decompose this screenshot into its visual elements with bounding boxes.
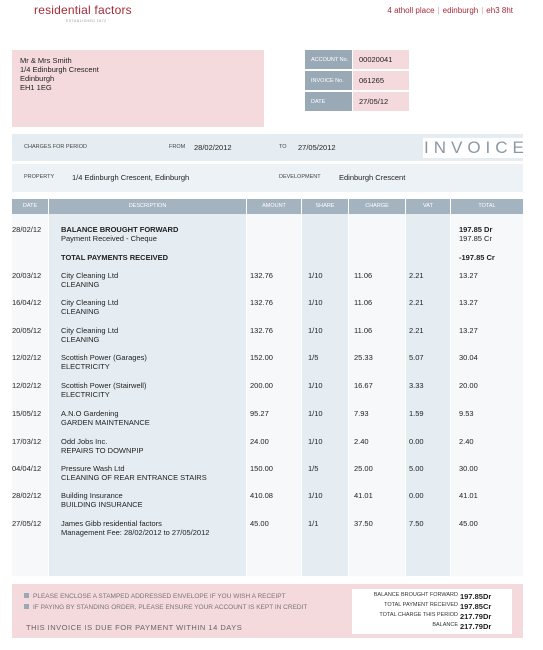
brand-logo-text: residential factors (34, 3, 132, 17)
summary-row (352, 622, 512, 631)
row-date: 12/02/12 (12, 381, 42, 390)
summary-value: 217.79Dr (460, 622, 492, 631)
row-date: 27/05/12 (12, 519, 42, 528)
date-label: DATE (305, 92, 353, 111)
footer-note-receipt-text: PLEASE ENCLOSE A STAMPED ADDRESSED ENVELOPE IF YOU WISH A RECEIPT (33, 593, 286, 600)
footer-note-standing-order-text: IF PAYING BY STANDING ORDER, PLEASE ENSURE YOUR ACCOUNT IS KEPT IN CREDIT (33, 604, 308, 611)
row-share: 1/10 (308, 326, 323, 335)
bf-title: BALANCE BROUGHT FORWARD (61, 225, 179, 234)
invoice-number-label: INVOICE No. (305, 71, 353, 90)
brand-subtitle: ESTABLISHED 1872 (66, 19, 107, 23)
row-date: 16/04/12 (12, 298, 42, 307)
invoice-number-row (305, 71, 409, 90)
row-supplier: City Cleaning Ltd (61, 271, 119, 280)
payments-title: TOTAL PAYMENTS RECEIVED (61, 253, 169, 262)
header-vat: VAT (406, 199, 451, 214)
row-total: 13.27 (459, 326, 478, 335)
row-charge: 25.33 (354, 353, 373, 362)
invoice-title: INVOICE (424, 138, 529, 157)
invoice-number-value: 061265 (353, 71, 409, 90)
recipient-postcode: EH1 1EG (20, 83, 52, 92)
header-date: DATE (12, 199, 49, 214)
row-charge: 11.06 (354, 326, 373, 335)
row-charge: 41.01 (354, 491, 373, 500)
row-charge: 7.93 (354, 409, 369, 418)
row-date: 12/02/12 (12, 353, 42, 362)
row-amount: 132.76 (250, 271, 273, 280)
bf-date: 28/02/12 (12, 225, 42, 234)
row-category: CLEANING (61, 335, 100, 344)
row-category: REPAIRS TO DOWNPIP (61, 446, 144, 455)
row-share: 1/10 (308, 491, 323, 500)
row-date: 28/02/12 (12, 491, 42, 500)
row-category: GARDEN MAINTENANCE (61, 418, 150, 427)
row-date: 20/05/12 (12, 326, 42, 335)
row-supplier: City Cleaning Ltd (61, 326, 119, 335)
row-category: ELECTRICITY (61, 362, 110, 371)
row-vat: 5.07 (409, 353, 424, 362)
account-number-row (305, 50, 409, 69)
row-amount: 410.08 (250, 491, 273, 500)
row-category: CLEANING (61, 307, 100, 316)
row-total: 2.40 (459, 437, 474, 446)
row-date: 20/03/12 (12, 271, 42, 280)
row-supplier: James Gibb residential factors (61, 519, 162, 528)
row-amount: 150.00 (250, 464, 273, 473)
row-amount: 95.27 (250, 409, 269, 418)
address-separator: | (437, 6, 440, 15)
summary-row (352, 592, 512, 601)
row-amount: 132.76 (250, 326, 273, 335)
date-row (305, 92, 409, 111)
charges-period-label: CHARGES FOR PERIOD (24, 144, 87, 150)
row-category: CLEANING OF REAR ENTRANCE STAIRS (61, 473, 207, 482)
property-value: 1/4 Edinburgh Crescent, Edinburgh (72, 173, 190, 182)
payment-due-notice: THIS INVOICE IS DUE FOR PAYMENT WITHIN 14 DAYS (26, 623, 243, 632)
row-charge: 11.06 (354, 298, 373, 307)
summary-label: TOTAL PAYMENT RECEIVED (384, 602, 458, 608)
date-value: 27/05/12 (353, 92, 409, 111)
row-supplier: Pressure Wash Ltd (61, 464, 125, 473)
summary-row (352, 612, 512, 621)
row-total: 13.27 (459, 271, 478, 280)
development-value: Edinburgh Crescent (339, 173, 406, 182)
row-supplier: Scottish Power (Stairwell) (61, 381, 147, 390)
row-total: 30.00 (459, 464, 478, 473)
invoice-footer (12, 584, 523, 638)
footer-note-receipt (24, 593, 286, 600)
property-label: PROPERTY (24, 174, 55, 180)
row-date: 15/05/12 (12, 409, 42, 418)
bullet-square-icon (24, 604, 29, 609)
row-category: BUILDING INSURANCE (61, 500, 143, 509)
header-total: TOTAL (451, 199, 523, 214)
header-description: DESCRIPTION (49, 199, 247, 214)
row-share: 1/10 (308, 381, 323, 390)
row-vat: 5.00 (409, 464, 424, 473)
summary-label: TOTAL CHARGE THIS PERIOD (379, 612, 458, 618)
recipient-address-box (12, 50, 264, 127)
to-date: 27/05/2012 (298, 143, 336, 152)
row-charge: 2.40 (354, 437, 369, 446)
row-total: 41.01 (459, 491, 478, 500)
row-date: 17/03/12 (12, 437, 42, 446)
row-supplier: Odd Jobs Inc. (61, 437, 108, 446)
row-total: 9.53 (459, 409, 474, 418)
account-number-label: ACCOUNT No. (305, 50, 353, 69)
row-vat: 3.33 (409, 381, 424, 390)
row-vat: 2.21 (409, 298, 424, 307)
bf-total-dr: 197.85 Dr (459, 225, 493, 234)
company-address (387, 6, 513, 15)
row-share: 1/10 (308, 271, 323, 280)
row-vat: 2.21 (409, 326, 424, 335)
summary-value: 197.85Dr (460, 592, 492, 601)
row-amount: 24.00 (250, 437, 269, 446)
account-number-value: 00020041 (353, 50, 409, 69)
row-share: 1/1 (308, 519, 319, 528)
recipient-street: 1/4 Edinburgh Crescent (20, 65, 99, 74)
bullet-square-icon (24, 593, 29, 598)
summary-label: BALANCE BROUGHT FORWARD (373, 592, 458, 598)
bf-total-cr: 197.85 Cr (459, 234, 492, 243)
row-category: ELECTRICITY (61, 390, 110, 399)
row-supplier: A.N.O Gardening (61, 409, 119, 418)
summary-box (352, 589, 512, 634)
summary-value: 217.79Dr (460, 612, 492, 621)
address-postcode: eh3 8ht (486, 6, 513, 15)
row-total: 30.04 (459, 353, 478, 362)
footer-note-standing-order (24, 604, 307, 611)
row-charge: 37.50 (354, 519, 373, 528)
row-amount: 152.00 (250, 353, 273, 362)
summary-label: BALANCE (432, 622, 458, 628)
address-city: edinburgh (442, 6, 479, 15)
table-header (12, 199, 523, 214)
address-separator: | (481, 6, 484, 15)
payments-total: -197.85 Cr (459, 253, 495, 262)
header-amount: AMOUNT (247, 199, 302, 214)
row-share: 1/10 (308, 298, 323, 307)
row-total: 13.27 (459, 298, 478, 307)
row-supplier: City Cleaning Ltd (61, 298, 119, 307)
header-share: SHARE (302, 199, 349, 214)
row-category: Management Fee: 28/02/2012 to 27/05/2012 (61, 528, 210, 537)
charges-table (12, 199, 523, 576)
row-amount: 45.00 (250, 519, 269, 528)
row-amount: 200.00 (250, 381, 273, 390)
account-info-box (305, 50, 409, 114)
row-charge: 11.06 (354, 271, 373, 280)
row-supplier: Building Insurance (61, 491, 123, 500)
row-vat: 2.21 (409, 271, 424, 280)
row-vat: 0.00 (409, 437, 424, 446)
row-date: 04/04/12 (12, 464, 42, 473)
summary-row (352, 602, 512, 611)
row-supplier: Scottish Power (Garages) (61, 353, 147, 362)
address-street: 4 atholl place (387, 6, 435, 15)
row-charge: 25.00 (354, 464, 373, 473)
row-category: CLEANING (61, 280, 100, 289)
row-vat: 1.59 (409, 409, 424, 418)
row-charge: 16.67 (354, 381, 373, 390)
row-vat: 0.00 (409, 491, 424, 500)
property-bar (12, 164, 523, 192)
row-share: 1/10 (308, 409, 323, 418)
development-label: DEVELOPMENT (279, 174, 321, 180)
to-label: TO (279, 144, 287, 150)
row-total: 45.00 (459, 519, 478, 528)
bf-subtitle: Payment Received - Cheque (61, 234, 157, 243)
summary-value: 197.85Cr (460, 602, 492, 611)
from-date: 28/02/2012 (194, 143, 232, 152)
row-amount: 132.76 (250, 298, 273, 307)
row-share: 1/5 (308, 464, 319, 473)
from-label: FROM (169, 144, 186, 150)
row-total: 20.00 (459, 381, 478, 390)
row-vat: 7.50 (409, 519, 424, 528)
row-share: 1/5 (308, 353, 319, 362)
recipient-city: Edinburgh (20, 74, 55, 83)
header-charge: CHARGE (349, 199, 406, 214)
recipient-name: Mr & Mrs Smith (20, 56, 72, 65)
row-share: 1/10 (308, 437, 323, 446)
